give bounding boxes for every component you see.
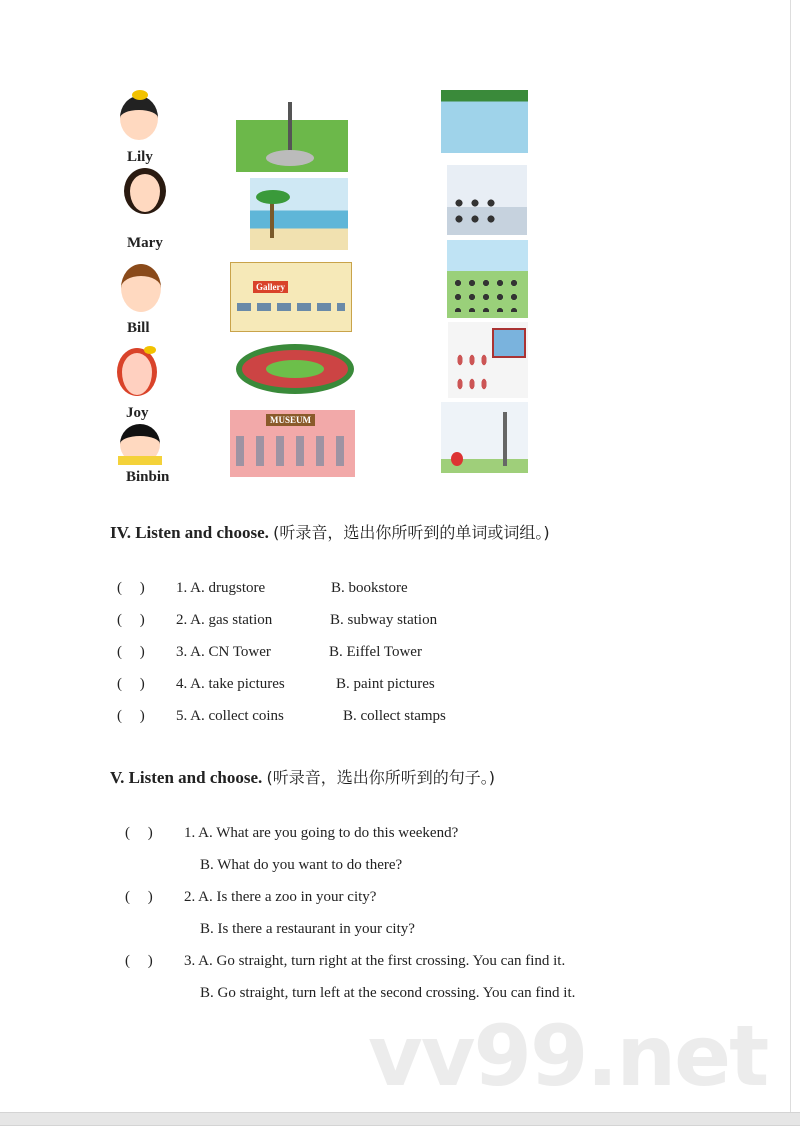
kid-name: Lily	[127, 149, 153, 165]
section-4-title: IV. Listen and choose.	[110, 523, 269, 542]
joy-face-image	[117, 348, 157, 396]
beach-image	[250, 178, 348, 250]
section-5-title: V. Listen and choose.	[110, 768, 263, 787]
option-b: B. subway station	[330, 612, 438, 628]
joy-bow-icon	[144, 346, 156, 354]
page-separator	[0, 1112, 800, 1126]
answer-blank[interactable]: ( )	[125, 825, 153, 841]
lily-bow-icon	[132, 90, 148, 100]
park-image	[236, 98, 348, 172]
binbin-shirt	[118, 456, 162, 465]
answer-blank[interactable]: ( )	[125, 889, 153, 905]
kid-name: Bill	[127, 320, 150, 336]
option-a: 5. A. collect coins	[176, 708, 284, 724]
option-b: B. Eiffel Tower	[329, 644, 422, 660]
answer-blank[interactable]: ( )	[117, 580, 145, 596]
answer-blank[interactable]: ( )	[125, 953, 153, 969]
section-4-instruction: (听录音，选出你所听到的单词或词组。)	[273, 523, 550, 542]
option-a: 2. A. gas station	[176, 612, 273, 628]
mary-face-image	[124, 168, 166, 214]
option-b: B. Is there a restaurant in your city?	[200, 921, 415, 937]
answer-blank[interactable]: ( )	[117, 676, 145, 692]
option-a: 1. A. drugstore	[176, 580, 266, 596]
option-b: B. paint pictures	[336, 676, 435, 692]
zoo-crowd-image	[447, 240, 528, 318]
gallery-image	[230, 262, 352, 332]
answer-blank[interactable]: ( )	[117, 612, 145, 628]
section-5-heading	[110, 765, 495, 788]
kid-name: Joy	[126, 405, 149, 421]
museum-sign: MUSEUM	[266, 414, 315, 426]
stadium-image	[236, 340, 354, 398]
option-b: B. collect stamps	[343, 708, 446, 724]
option-b: B. What do you want to do there?	[200, 857, 403, 873]
kid-name: Binbin	[126, 469, 170, 485]
section-4-heading	[110, 520, 550, 543]
watermark: vv99.net	[368, 1007, 768, 1105]
kid-name: Mary	[127, 235, 163, 251]
kite-tower-image	[441, 402, 528, 473]
option-a: 1. A. What are you going to do this weekend?	[184, 825, 459, 841]
option-a: 4. A. take pictures	[176, 676, 285, 692]
painting-exhibit-image	[448, 322, 528, 398]
option-a: 3. A. CN Tower	[176, 644, 271, 660]
answer-blank[interactable]: ( )	[117, 644, 145, 660]
swimming-image	[441, 90, 528, 153]
section-5-instruction: (听录音，选出你所听到的句子。)	[266, 768, 495, 787]
bill-face-image	[121, 264, 161, 312]
option-a: 2. A. Is there a zoo in your city?	[184, 889, 377, 905]
museum-image	[230, 410, 355, 477]
dinosaur-museum-image	[447, 165, 527, 235]
option-b: B. Go straight, turn left at the second crossing. You can find it.	[200, 985, 576, 1001]
answer-blank[interactable]: ( )	[117, 708, 145, 724]
lily-face-image	[120, 96, 158, 140]
option-a: 3. A. Go straight, turn right at the first crossing. You can find it.	[184, 953, 566, 969]
option-b: B. bookstore	[331, 580, 408, 596]
gallery-sign: Gallery	[253, 281, 288, 293]
